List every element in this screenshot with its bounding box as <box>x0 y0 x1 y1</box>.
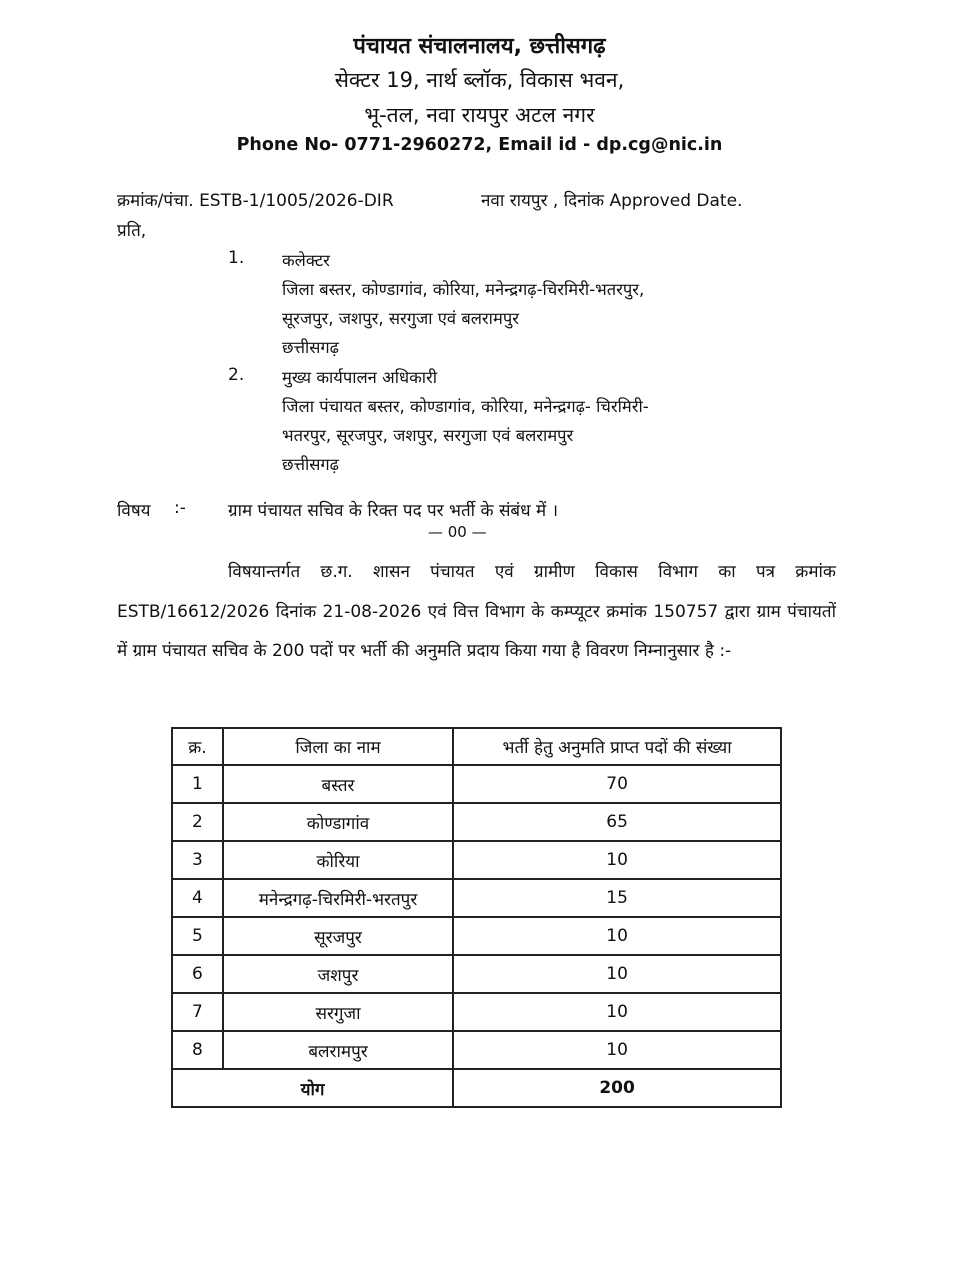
body-paragraph: विषयान्तर्गत छ.ग. शासन पंचायत एवं ग्रामीण विकास विभाग का पत्र क्रमांक ESTB/16612/2026 दिनांक 21-08-2026 एवं वित्त विभाग के कम्प्यूटर क्रमांक 150757 द्वारा ग्राम पंचायतों में ग्राम पंचायत सचिव के 200 पदों पर भर्ती की अनुमति प्रदाय किया गया है विवरण निम्नानुसार है :- <box>117 562 836 661</box>
posts-cell: 10 <box>453 917 781 955</box>
posts-cell: 10 <box>453 955 781 993</box>
table-row <box>172 841 781 879</box>
recipient-2-line: छत्तीसगढ़ <box>282 455 339 474</box>
recipient-1-line: सूरजपुर, जशपुर, सरगुजा एवं बलरामपुर <box>282 309 519 328</box>
district-cell: कोरिया <box>223 841 453 879</box>
recipient-2-line: जिला पंचायत बस्तर, कोण्डागांव, कोरिया, मनेन्द्रगढ़- चिरमिरी- <box>282 397 649 416</box>
table-header-cell: भर्ती हेतु अनुमति प्राप्त पदों की संख्या <box>453 728 781 765</box>
contact-line: Phone No- 0771-2960272, Email id - dp.cg@nic.in <box>236 135 723 155</box>
posts-table <box>171 727 782 1108</box>
district-cell: कोण्डागांव <box>223 803 453 841</box>
reference-number: क्रमांक/पंचा. ESTB-1/1005/2026-DIR <box>117 191 394 211</box>
subject-colon: :- <box>174 498 186 518</box>
table-header-cell: क्र. <box>172 728 223 765</box>
total-label-cell: योग <box>172 1069 453 1107</box>
serial-cell: 1 <box>172 765 223 803</box>
org-title: पंचायत संचालनालय, छत्तीसगढ़ <box>353 34 606 59</box>
serial-cell: 5 <box>172 917 223 955</box>
district-cell: मनेन्द्रगढ़-चिरमिरी-भरतपुर <box>223 879 453 917</box>
posts-cell: 65 <box>453 803 781 841</box>
serial-cell: 6 <box>172 955 223 993</box>
recipient-1-line: छत्तीसगढ़ <box>282 338 339 357</box>
recipient-1-line: जिला बस्तर, कोण्डागांव, कोरिया, मनेन्द्रगढ़-चिरमिरी-भतरपुर, <box>282 280 645 299</box>
subject-text: ग्राम पंचायत सचिव के रिक्त पद पर भर्ती के संबंध में । <box>228 501 559 521</box>
posts-cell: 10 <box>453 841 781 879</box>
to-label: प्रति, <box>117 221 147 241</box>
separator: — 00 — <box>428 523 487 541</box>
serial-cell: 8 <box>172 1031 223 1069</box>
table-header-cell: जिला का नाम <box>223 728 453 765</box>
serial-cell: 4 <box>172 879 223 917</box>
district-cell: बस्तर <box>223 765 453 803</box>
district-cell: बलरामपुर <box>223 1031 453 1069</box>
table-total-row <box>172 1069 781 1107</box>
serial-cell: 3 <box>172 841 223 879</box>
recipient-2-number: 2. <box>228 365 245 385</box>
recipient-2-line: मुख्य कार्यपालन अधिकारी <box>282 368 438 387</box>
serial-cell: 2 <box>172 803 223 841</box>
district-cell: सूरजपुर <box>223 917 453 955</box>
table-row <box>172 879 781 917</box>
posts-cell: 70 <box>453 765 781 803</box>
table-row <box>172 993 781 1031</box>
address-line-1: सेक्टर 19, नार्थ ब्लॉक, विकास भवन, <box>334 68 625 92</box>
recipient-1-line: कलेक्टर <box>282 251 330 270</box>
recipient-1-number: 1. <box>228 248 245 268</box>
place-date: नवा रायपुर , दिनांक Approved Date. <box>481 191 743 211</box>
district-cell: जशपुर <box>223 955 453 993</box>
district-cell: सरगुजा <box>223 993 453 1031</box>
total-value-cell: 200 <box>453 1069 781 1107</box>
table-row <box>172 1031 781 1069</box>
table-row <box>172 917 781 955</box>
subject-label: विषय <box>117 501 151 521</box>
table-row <box>172 803 781 841</box>
address-line-2: भू-तल, नवा रायपुर अटल नगर <box>364 103 595 127</box>
posts-cell: 10 <box>453 1031 781 1069</box>
recipient-2-line: भतरपुर, सूरजपुर, जशपुर, सरगुजा एवं बलरामपुर <box>282 426 574 445</box>
posts-cell: 10 <box>453 993 781 1031</box>
table-row <box>172 765 781 803</box>
table-header-row <box>172 728 781 765</box>
posts-cell: 15 <box>453 879 781 917</box>
serial-cell: 7 <box>172 993 223 1031</box>
table-row <box>172 955 781 993</box>
